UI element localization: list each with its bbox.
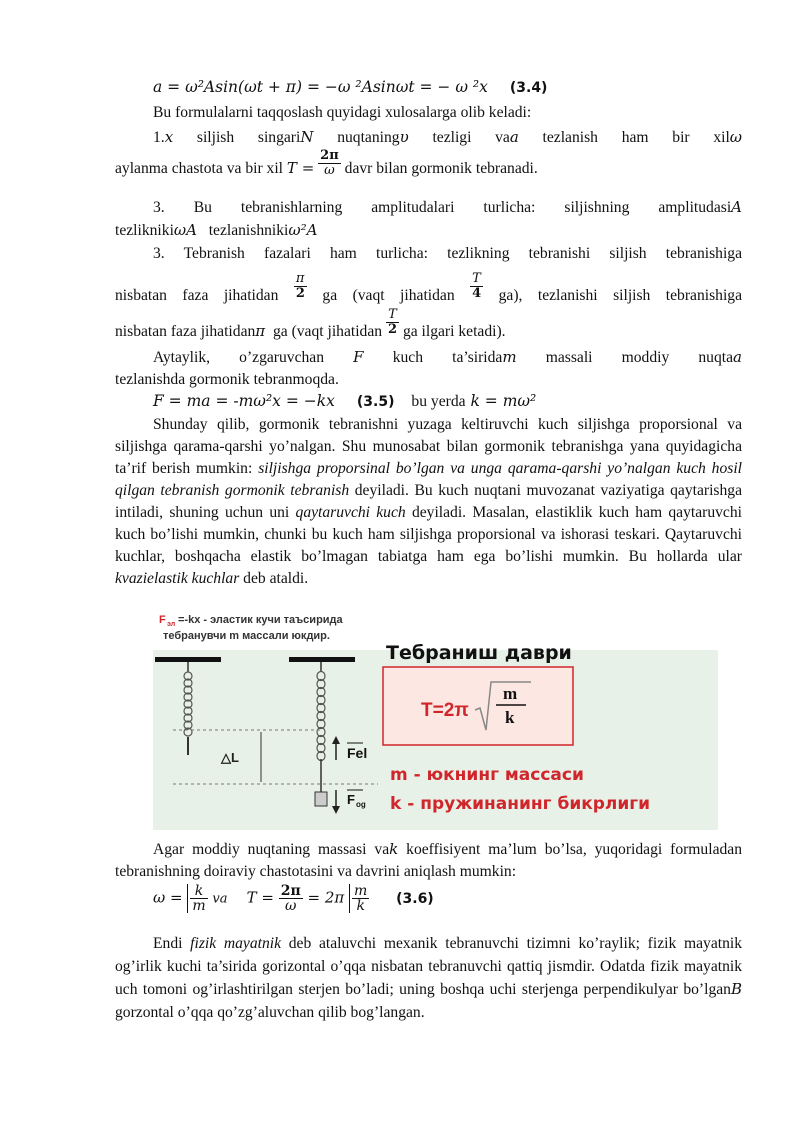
caption-line-1: =-kx - эластик кучи таъсирида: [178, 614, 343, 626]
period-formula-m: m: [503, 684, 518, 703]
equation-3-6: ω = $\frac{k}{m}$ va T = $\frac{2\pi}{\omega}$ = 2π $\frac{m}{k}$ (3.6): [153, 883, 434, 914]
period-title: Тебраниш даври: [386, 642, 572, 664]
period-formula-text: T=2π: [421, 700, 469, 721]
paragraph-agar: Agar moddiy nuqtaning massasi vak koeffisiyent ma’lum bo’lsa, yuqoridagi formuladan tebranishning doiraviy chastotasini va davrini aniqlash mumkin:: [115, 840, 743, 880]
item-1: 1.x siljish singariN nuqtaningυ tezligi vaa tezlanish ham bir xilω aylanma chastota va bir xil T = $\frac{2\pi}{\omega}$ davr bilan gormonik tebranadi.: [115, 128, 743, 178]
caption-force-symbol: F: [159, 614, 166, 626]
equation-3-4: a = ω²Asin(ωt + π) = −ω ²Asinωt = − ω ²x (3.4): [153, 78, 548, 96]
item-3-phases-line2: nisbatan faza jihatidan $\frac{\pi}{2}$ ga (vaqt jihatidan $\frac{T}{4}$ ga), tezlanishi siljish tebranishiga: [115, 271, 743, 305]
paragraph-endi: Endi fizik mayatnik deb ataluvchi mexanik tebranuvchi tizimni ko’raylik; fizik mayatnik og’irlik kuchi ta’sirida gorizontal o’qqa nisbatan tebranuvchi qattiq jismdir. Odatda fizik mayatnik uch tomoni og’irlashtirilgan sterjen bo’ladi; uning boshqa uchi sterjenga perpendikulyar bo’lganB gorzontal o’qqa qo’zg’aluvchan qilib bog’langan.: [115, 935, 742, 1021]
caption-line-2: тебранувчи m массали юкдир.: [163, 630, 330, 642]
legend-stiffness: k - пружинанинг бикрлиги: [390, 794, 651, 814]
spring-figure: [153, 612, 718, 830]
equation-3-5: F = ma = -mω²x = −kx (3.5) bu yerda k = mω²: [153, 392, 537, 410]
paragraph-aytaylik: Aytaylik, o’zgaruvchan F kuch ta’siridam massali moddiy nuqtaa tezlanishda gormonik tebranmoqda.: [115, 348, 742, 388]
period-formula-k: k: [505, 708, 515, 727]
period-formula-box: [383, 667, 573, 745]
paragraph-compare: Bu formulalarni taqqoslash quyidagi xulosalarga olib keladi:: [153, 104, 532, 121]
gravity-force-subscript: og: [356, 800, 366, 809]
caption-force-subscript: эл: [167, 621, 176, 628]
gravity-force-label: F: [347, 792, 355, 807]
paragraph-shunday: Shunday qilib, gormonik tebranishni yuzaga keltiruvchi kuch siljishga proporsional va siljishga qarama-qarshi yo’nalgan. Shu munosabat bilan gormonik tebranishga yana quyidagicha ta’rif berish mumkin: siljishga proporsinal bo’lgan va unga qarama-qarshi yo’nalgan kuch hosil qilgan tebranish gormonik tebranish deyiladi. Bu kuch nuqtani muvozanat vaziyatiga qaytarishga intiladi, shuning uchun uni qaytaruvchi kuch deyiladi. Masalan, elastiklik kuch ham qaytaruvchi kuch bo’lishi mumkin, chunki bu kuch ham siljishga proporsional va ishorasi teskari. Qaytaruvchi kuchlar, boshqacha elastik bo’lmagan tabiatga ham ega bo’lishi mumkin. Bu hollarda ular kvazielastik kuchlar deb ataldi.: [115, 416, 742, 587]
item-3-amplitudes: 3. Bu tebranishlarning amplitudalari turlicha: siljishning amplitudasiA tezliknikiωA tezlanishnikiω²A: [115, 198, 742, 239]
legend-mass: m - юкнинг массаси: [390, 765, 584, 785]
right-support-bar: [289, 657, 355, 662]
delta-l-label: △L: [221, 750, 239, 765]
item-3-phases: 3. Tebranish fazalari ham turlicha: tezlikning tebranishi siljish tebranishiga: [153, 245, 742, 262]
elastic-force-label: Fel: [347, 745, 368, 761]
left-support-bar: [155, 657, 221, 662]
mass-block: [315, 792, 327, 806]
fraction-2pi-omega: $\frac{2\pi}{\omega}$: [320, 148, 339, 178]
item-3-phases-line3: nisbatan faza jihatidanπ ga (vaqt jihatidan $\frac{T}{2}$ ga ilgari ketadi).: [115, 307, 506, 341]
spring-diagram: [153, 612, 718, 830]
